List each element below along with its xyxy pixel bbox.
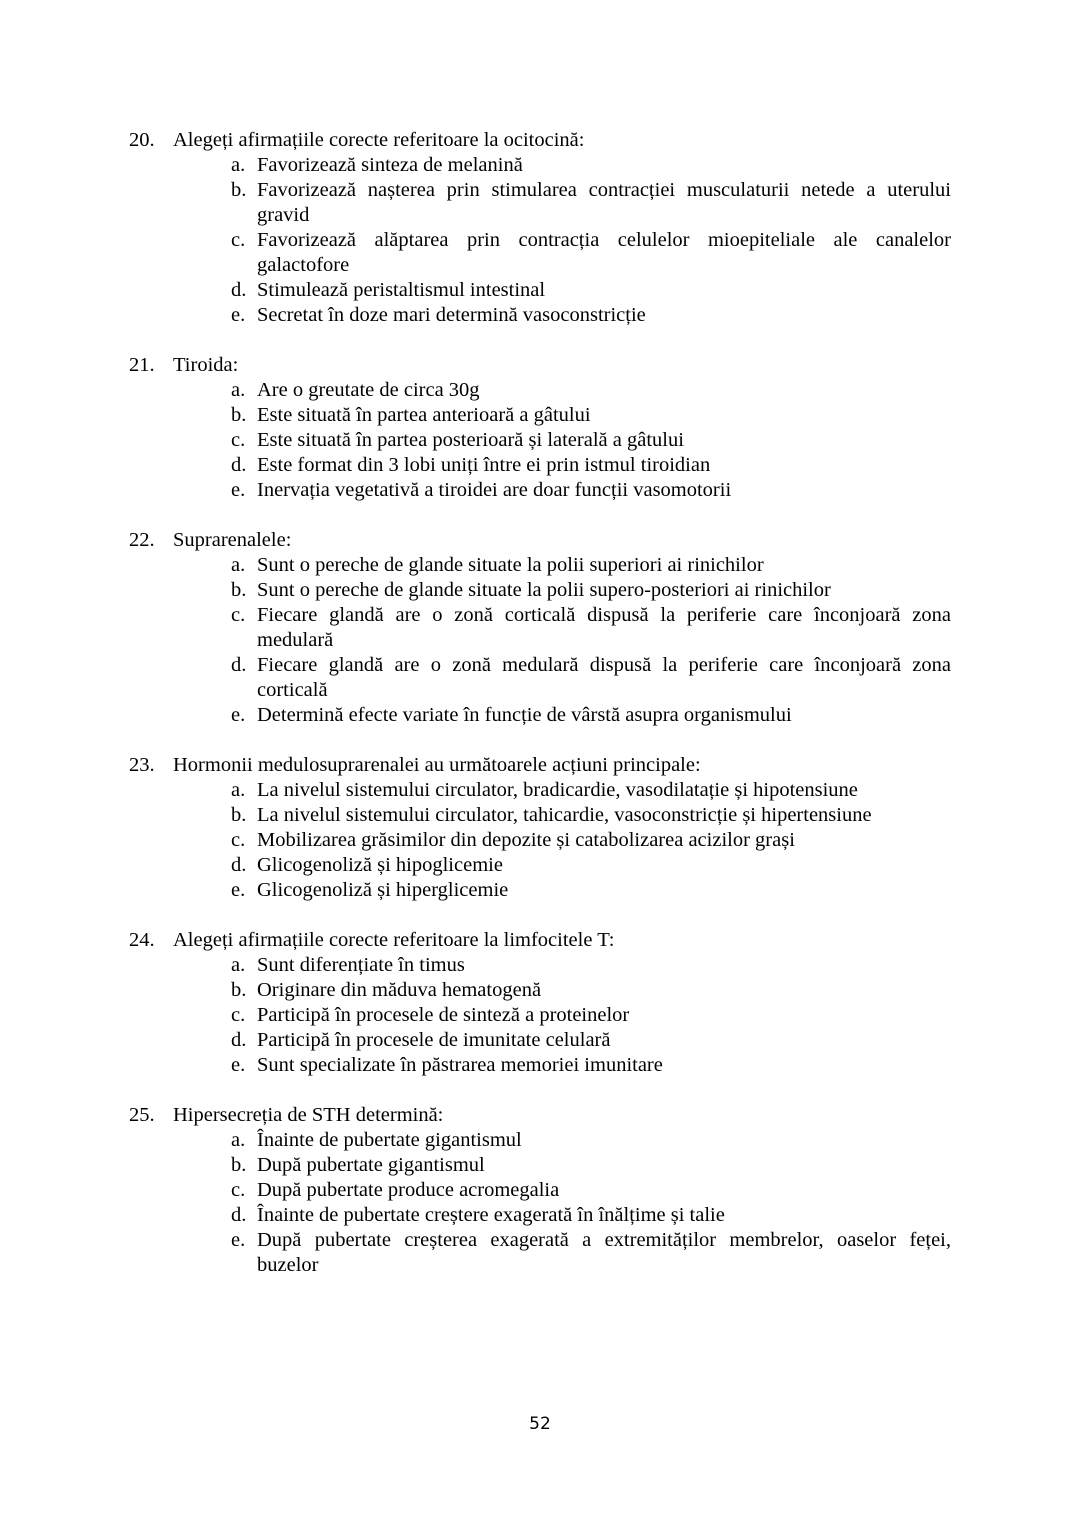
answer-option bbox=[0, 553, 1080, 578]
question-number: 23. bbox=[129, 754, 155, 776]
answer-option bbox=[0, 178, 1080, 228]
question-number: 22. bbox=[129, 529, 155, 551]
question-number: 21. bbox=[129, 354, 155, 376]
answer-option bbox=[0, 278, 1080, 303]
option-text: Favorizează nașterea prin stimularea contracției musculaturii netede a uterului gravid bbox=[257, 179, 951, 226]
option-text: Sunt specializate în păstrarea memoriei imunitare bbox=[257, 1054, 663, 1076]
question-text: Alegeți afirmațiile corecte referitoare la limfocitele T: bbox=[173, 929, 615, 951]
answer-option bbox=[0, 878, 1080, 903]
question-21 bbox=[0, 353, 1080, 503]
question-text: Alegeți afirmațiile corecte referitoare la ocitocină: bbox=[173, 129, 585, 151]
option-letter: d. bbox=[231, 854, 247, 876]
answer-option bbox=[0, 803, 1080, 828]
answer-option bbox=[0, 1228, 1080, 1278]
option-letter: b. bbox=[231, 579, 247, 601]
option-text: Stimulează peristaltismul intestinal bbox=[257, 279, 546, 301]
question-header bbox=[0, 128, 1080, 153]
answer-option bbox=[0, 1003, 1080, 1028]
question-header bbox=[0, 928, 1080, 953]
question-20 bbox=[0, 128, 1080, 328]
option-letter: e. bbox=[231, 1054, 246, 1076]
option-letter: d. bbox=[231, 1029, 247, 1051]
answer-option bbox=[0, 153, 1080, 178]
option-letter: b. bbox=[231, 404, 247, 426]
option-text: Fiecare glandă are o zonă medulară dispusă la periferie care înconjoară zona corticală bbox=[257, 654, 951, 701]
question-text: Suprarenalele: bbox=[173, 529, 292, 551]
option-letter: b. bbox=[231, 979, 247, 1001]
option-letter: c. bbox=[231, 429, 246, 451]
option-letter: d. bbox=[231, 454, 247, 476]
option-text: Participă în procesele de sinteză a proteinelor bbox=[257, 1004, 630, 1026]
answer-option bbox=[0, 1028, 1080, 1053]
question-number: 24. bbox=[129, 929, 155, 951]
option-letter: b. bbox=[231, 1154, 247, 1176]
option-text: Mobilizarea grăsimilor din depozite și catabolizarea acizilor grași bbox=[257, 829, 795, 851]
answer-option bbox=[0, 1203, 1080, 1228]
answer-option bbox=[0, 653, 1080, 703]
answer-option bbox=[0, 1053, 1080, 1078]
option-text: Este situată în partea posterioară și laterală a gâtului bbox=[257, 429, 684, 451]
option-letter: a. bbox=[231, 779, 246, 801]
option-text: Favorizează alăptarea prin contracția celulelor mioepiteliale ale canalelor galactofore bbox=[257, 229, 951, 276]
option-letter: a. bbox=[231, 379, 246, 401]
option-text: După pubertate gigantismul bbox=[257, 1154, 485, 1176]
option-text: După pubertate produce acromegalia bbox=[257, 1179, 560, 1201]
option-letter: a. bbox=[231, 954, 246, 976]
option-letter: e. bbox=[231, 704, 246, 726]
question-text: Tiroida: bbox=[173, 354, 239, 376]
question-number: 20. bbox=[129, 129, 155, 151]
option-text: Este situată în partea anterioară a gâtului bbox=[257, 404, 591, 426]
question-text: Hipersecreția de STH determină: bbox=[173, 1104, 444, 1126]
question-text: Hormonii medulosuprarenalei au următoarele acțiuni principale: bbox=[173, 754, 701, 776]
option-text: La nivelul sistemului circulator, tahicardie, vasoconstricție și hipertensiune bbox=[257, 804, 872, 826]
option-letter: e. bbox=[231, 479, 246, 501]
question-header bbox=[0, 528, 1080, 553]
question-header bbox=[0, 353, 1080, 378]
option-text: Determină efecte variate în funcție de vârstă asupra organismului bbox=[257, 704, 792, 726]
answer-option bbox=[0, 228, 1080, 278]
option-text: După pubertate creșterea exagerată a extremităților membrelor, oaselor feței, buzelor bbox=[257, 1229, 951, 1276]
option-letter: e. bbox=[231, 304, 246, 326]
answer-option bbox=[0, 1178, 1080, 1203]
question-23 bbox=[0, 753, 1080, 903]
answer-option bbox=[0, 1128, 1080, 1153]
answer-option bbox=[0, 978, 1080, 1003]
answer-option bbox=[0, 1153, 1080, 1178]
page-number: 52 bbox=[529, 1414, 551, 1434]
answer-option bbox=[0, 303, 1080, 328]
option-letter: d. bbox=[231, 279, 247, 301]
option-letter: c. bbox=[231, 1179, 246, 1201]
answer-option bbox=[0, 703, 1080, 728]
question-22 bbox=[0, 528, 1080, 728]
option-letter: d. bbox=[231, 654, 247, 676]
option-text: Participă în procesele de imunitate celulară bbox=[257, 1029, 611, 1051]
option-text: Sunt diferențiate în timus bbox=[257, 954, 465, 976]
option-text: Inervația vegetativă a tiroidei are doar funcții vasomotorii bbox=[257, 479, 732, 501]
answer-option bbox=[0, 828, 1080, 853]
option-letter: c. bbox=[231, 1004, 246, 1026]
answer-option bbox=[0, 428, 1080, 453]
question-list bbox=[0, 128, 1080, 1303]
option-text: Fiecare glandă are o zonă corticală dispusă la periferie care înconjoară zona medulară bbox=[257, 604, 951, 651]
option-letter: c. bbox=[231, 604, 246, 626]
option-letter: a. bbox=[231, 554, 246, 576]
option-text: Sunt o pereche de glande situate la polii superiori ai rinichilor bbox=[257, 554, 764, 576]
answer-option bbox=[0, 478, 1080, 503]
option-letter: a. bbox=[231, 1129, 246, 1151]
option-letter: d. bbox=[231, 1204, 247, 1226]
answer-option bbox=[0, 603, 1080, 653]
option-text: La nivelul sistemului circulator, bradicardie, vasodilatație și hipotensiune bbox=[257, 779, 858, 801]
option-text: Înainte de pubertate creștere exagerată în înălțime și talie bbox=[257, 1204, 725, 1226]
answer-option bbox=[0, 953, 1080, 978]
option-text: Sunt o pereche de glande situate la polii supero-posteriori ai rinichilor bbox=[257, 579, 831, 601]
question-header bbox=[0, 1103, 1080, 1128]
option-letter: b. bbox=[231, 804, 247, 826]
option-text: Glicogenoliză și hiperglicemie bbox=[257, 879, 509, 901]
option-text: Favorizează sinteza de melanină bbox=[257, 154, 523, 176]
option-letter: a. bbox=[231, 154, 246, 176]
question-24 bbox=[0, 928, 1080, 1078]
question-header bbox=[0, 753, 1080, 778]
option-text: Înainte de pubertate gigantismul bbox=[257, 1129, 522, 1151]
answer-option bbox=[0, 778, 1080, 803]
answer-option bbox=[0, 453, 1080, 478]
option-letter: b. bbox=[231, 179, 247, 201]
option-letter: e. bbox=[231, 1229, 246, 1251]
option-text: Glicogenoliză și hipoglicemie bbox=[257, 854, 503, 876]
question-25 bbox=[0, 1103, 1080, 1278]
answer-option bbox=[0, 853, 1080, 878]
answer-option bbox=[0, 403, 1080, 428]
option-text: Originare din măduva hematogenă bbox=[257, 979, 542, 1001]
question-number: 25. bbox=[129, 1104, 155, 1126]
option-text: Secretat în doze mari determină vasoconstricție bbox=[257, 304, 646, 326]
option-letter: e. bbox=[231, 879, 246, 901]
option-letter: c. bbox=[231, 229, 246, 251]
answer-option bbox=[0, 378, 1080, 403]
answer-option bbox=[0, 578, 1080, 603]
option-letter: c. bbox=[231, 829, 246, 851]
option-text: Are o greutate de circa 30g bbox=[257, 379, 480, 401]
option-text: Este format din 3 lobi uniți între ei prin istmul tiroidian bbox=[257, 454, 711, 476]
